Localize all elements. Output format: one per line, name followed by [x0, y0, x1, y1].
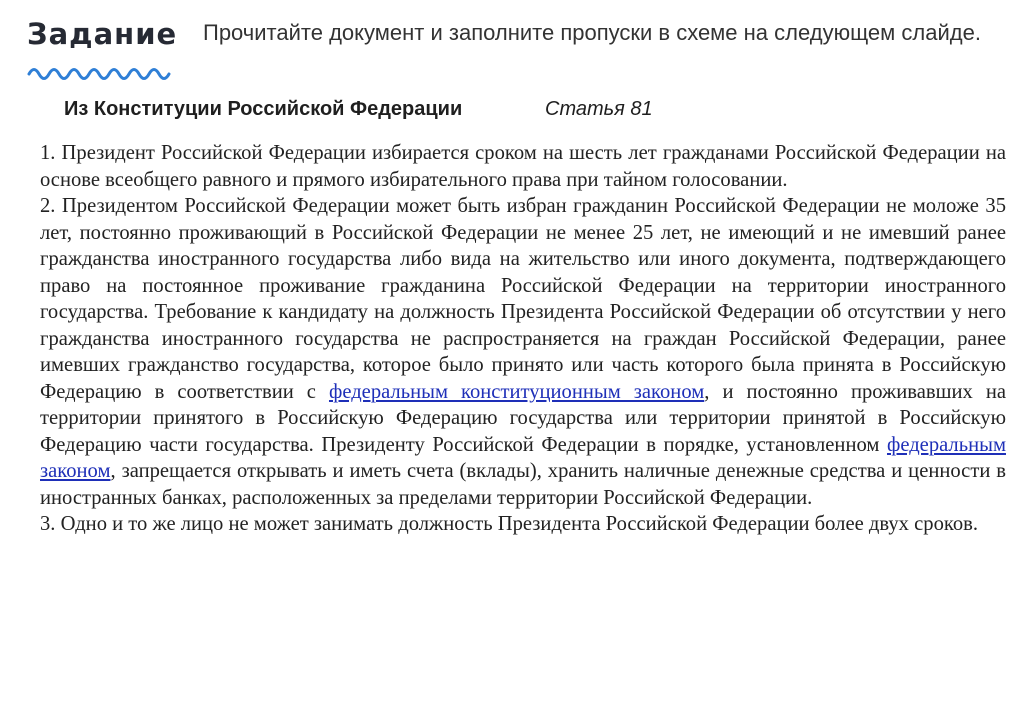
- article-paragraph-1: 1. Президент Российской Федерации избирается сроком на шесть лет гражданами Российской Федерации на основе всеобщего равного и прямого избирательного права при тайном голосовании.: [40, 142, 1006, 191]
- task-heading: Задание: [27, 17, 178, 51]
- task-instruction: Прочитайте документ и заполните пропуски в схеме на следующем слайде.: [203, 20, 981, 45]
- paragraph-2-text-c: , запрещается открывать и иметь счета (вклады), хранить наличные денежные средства и ценности в иностранных банках, расположенных за пределами территории Российской Федерации.: [40, 460, 1006, 509]
- article-paragraph-3: 3. Одно и то же лицо не может занимать должность Президента Российской Федерации более двух сроков.: [40, 513, 978, 535]
- federal-constitutional-law-link[interactable]: федеральным конституционным законом: [328, 380, 705, 403]
- wavy-underline-decoration: [27, 62, 173, 80]
- source-line: [64, 98, 964, 121]
- paragraph-2-text-a: 2. Президентом Российской Федерации может быть избран гражданин Российской Федерации не моложе 35 лет, постоянно проживающий в Российской Федерации не менее 25 лет, не имеющий и не имевший ранее гражданства иностранного государства либо вида на жительство или иного документа, подтверждающего право на постоянное проживание гражданина Российской Федерации на территории иностранного государства. Требование к кандидату на должность Президента Российской Федерации об отсутствии у него гражданства иностранного государства не распространяется на граждан Российской Федерации, ранее имевших гражданство государства, которое было принято или часть которого была принята в Российскую Федерацию в соответствии с: [40, 195, 1006, 403]
- article-body: [40, 140, 1006, 538]
- article-paragraph-2: [40, 193, 1006, 511]
- federal-law-link[interactable]: федеральным законом: [40, 433, 1006, 482]
- source-title: Из Конституции Российской Федерации: [64, 98, 463, 120]
- article-number: Статья 81: [545, 98, 653, 120]
- paragraph-2-text-b: , и постоянно проживавших на территории принятого в Российскую Федерацию государства или территории принятой в Российскую Федерацию части государства. Президенту Российской Федерации в порядке, установленном: [40, 380, 1006, 456]
